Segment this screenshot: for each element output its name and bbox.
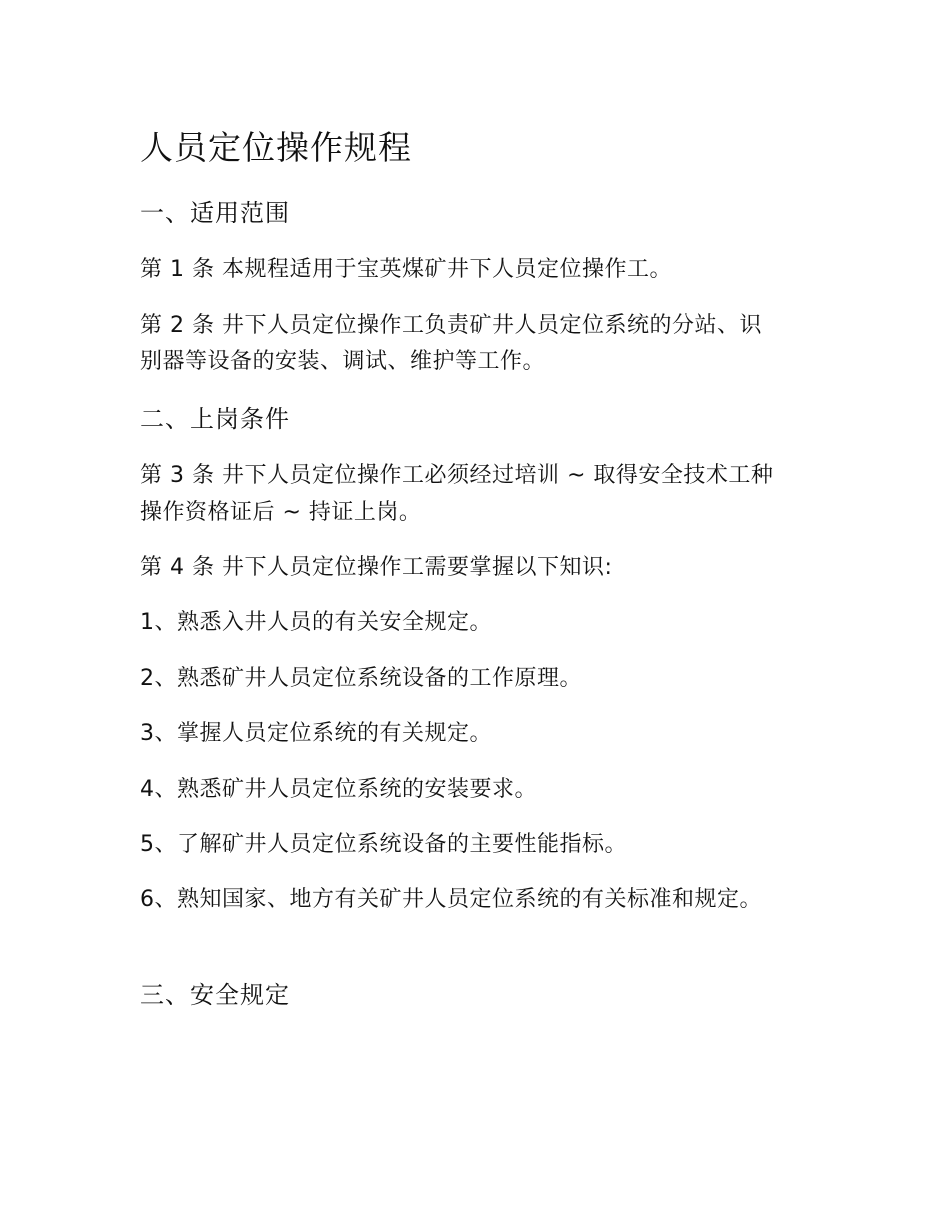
page-title: 人员定位操作规程 [140, 128, 412, 167]
section-heading-requirements: 二、上岗条件 [140, 405, 290, 433]
section-heading-safety: 三、安全规定 [140, 981, 290, 1009]
list-item: 4、熟悉矿井人员定位系统的安装要求。 [140, 777, 537, 802]
article-3-line-1: 第 3 条 井下人员定位操作工必须经过培训 ~ 取得安全技术工种 [140, 463, 774, 488]
article-2-line-1: 第 2 条 井下人员定位操作工负责矿井人员定位系统的分站、识 [140, 313, 762, 338]
article-1: 第 1 条 本规程适用于宝英煤矿井下人员定位操作工。 [140, 257, 672, 282]
list-item: 5、了解矿井人员定位系统设备的主要性能指标。 [140, 832, 627, 857]
list-item: 6、熟知国家、地方有关矿井人员定位系统的有关标准和规定。 [140, 887, 762, 912]
article-4: 第 4 条 井下人员定位操作工需要掌握以下知识: [140, 555, 613, 580]
article-3-line-2: 操作资格证后 ~ 持证上岗。 [140, 500, 422, 525]
section-heading-scope: 一、适用范围 [140, 199, 290, 227]
list-item: 2、熟悉矿井人员定位系统设备的工作原理。 [140, 666, 582, 691]
article-2-line-2: 别器等设备的安装、调试、维护等工作。 [140, 349, 546, 374]
list-item: 1、熟悉入井人员的有关安全规定。 [140, 610, 492, 635]
list-item: 3、掌握人员定位系统的有关规定。 [140, 721, 492, 746]
